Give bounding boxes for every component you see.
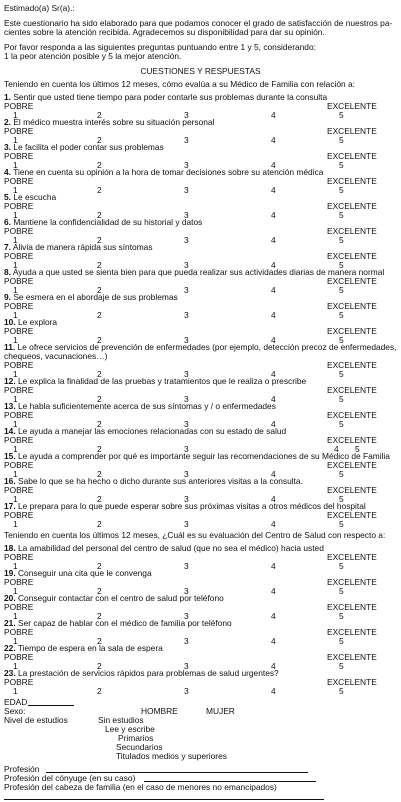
scale-label-high: EXCELENTE bbox=[327, 251, 377, 261]
rating-option-5[interactable]: 5 bbox=[339, 660, 344, 671]
rating-option-5[interactable]: 5 bbox=[339, 635, 344, 646]
question-item bbox=[4, 377, 397, 402]
rating-scale bbox=[4, 687, 397, 695]
rating-option-4[interactable]: 4 bbox=[271, 635, 276, 646]
rating-option-5[interactable]: 5 bbox=[339, 284, 344, 295]
question-item bbox=[4, 619, 397, 644]
scale-label-low: POBRE bbox=[4, 251, 34, 261]
question-line: chequeos, vacunaciones…) bbox=[4, 351, 108, 361]
rating-option-2[interactable]: 2 bbox=[97, 493, 102, 504]
question-item bbox=[4, 293, 397, 318]
scale-label-low: POBRE bbox=[4, 201, 34, 211]
question-item bbox=[4, 644, 397, 669]
rating-option-2[interactable]: 2 bbox=[97, 109, 102, 120]
scale-label-high: EXCELENTE bbox=[327, 485, 377, 495]
intro-line: cientes sobre la atención recibida. Agradecemos su disponibilidad para dar su opinión. bbox=[4, 27, 325, 37]
rating-option-4[interactable]: 4 bbox=[271, 493, 276, 504]
question-item bbox=[4, 402, 397, 427]
rating-option-3[interactable]: 3 bbox=[184, 418, 189, 429]
scale-label-high: EXCELENTE bbox=[327, 301, 377, 311]
rating-option-3[interactable]: 3 bbox=[184, 635, 189, 646]
rating-option-5[interactable]: 5 bbox=[339, 159, 344, 170]
rating-option-1[interactable]: 1 bbox=[13, 635, 18, 646]
rating-option-4[interactable]: 4 bbox=[271, 685, 276, 696]
question-line: Sentir que usted tiene tiempo para poder contarle sus problemas durante la consulta bbox=[13, 92, 328, 102]
rating-option-4[interactable]: 4 bbox=[271, 109, 276, 120]
question-line: Le prepara para lo que puede esperar sobre sus próximas visitas a otros médicos del hospital bbox=[17, 501, 366, 511]
rating-option-1[interactable]: 1 bbox=[13, 309, 18, 320]
section-title: CUESTIONES Y RESPUESTAS bbox=[140, 66, 261, 76]
rating-option-3[interactable]: 3 bbox=[184, 368, 189, 379]
rating-option-1[interactable]: 1 bbox=[13, 334, 18, 345]
question-number: 13. bbox=[4, 401, 16, 411]
question-number: 18. bbox=[4, 543, 16, 553]
scale-label-low: POBRE bbox=[4, 627, 34, 637]
scale-label-high: EXCELENTE bbox=[327, 510, 377, 520]
question-number: 1. bbox=[4, 92, 11, 102]
question-number: 20. bbox=[4, 593, 16, 603]
education-row bbox=[4, 716, 397, 725]
rating-option-5[interactable]: 5 bbox=[339, 259, 344, 270]
rating-option-2[interactable]: 2 bbox=[97, 309, 102, 320]
rating-option-5[interactable]: 5 bbox=[339, 184, 344, 195]
question-line: Mantiene la confidencialidad de su historial y datos bbox=[13, 217, 203, 227]
scale-label-high: EXCELENTE bbox=[327, 360, 377, 370]
question-line: Le facilita el poder contar sus problemas bbox=[13, 142, 164, 152]
rating-option-2[interactable]: 2 bbox=[97, 259, 102, 270]
spouse-profession-label: Profesión del cónyuge (en su caso) bbox=[4, 773, 136, 783]
question-number: 16. bbox=[4, 476, 16, 486]
rating-option-2[interactable]: 2 bbox=[97, 560, 102, 571]
question-item bbox=[4, 477, 397, 502]
question-line: Le ayuda a manejar las emociones relacionadas con su estado de salud bbox=[17, 426, 287, 436]
intro-line: Este cuestionario ha sido elaborado para que podamos conocer el grado de satisfacción de nuestros pa- bbox=[4, 18, 393, 28]
block1-intro: Teniendo en cuenta los últimos 12 meses, cómo evalúa a su Médico de Familia con relación a: bbox=[4, 79, 356, 89]
question-number: 12. bbox=[4, 376, 16, 386]
scale-label-high: EXCELENTE bbox=[327, 577, 377, 587]
question-line: Le habla suficientemente acerca de sus síntomas y / o enfermedades bbox=[17, 401, 276, 411]
rating-option-2[interactable]: 2 bbox=[97, 635, 102, 646]
rating-option-4[interactable]: 4 bbox=[271, 159, 276, 170]
question-item bbox=[4, 318, 397, 343]
scale-label-low: POBRE bbox=[4, 176, 34, 186]
rating-option-3[interactable]: 3 bbox=[184, 284, 189, 295]
rating-option-4[interactable]: 4 bbox=[271, 585, 276, 596]
scale-label-high: EXCELENTE bbox=[327, 276, 377, 286]
rating-option-1[interactable]: 1 bbox=[13, 585, 18, 596]
question-item bbox=[4, 502, 397, 527]
intro-paragraph bbox=[4, 19, 397, 37]
rating-option-3[interactable]: 3 bbox=[184, 234, 189, 245]
sex-option-male[interactable]: HOMBRE bbox=[141, 706, 178, 716]
scale-label-high: EXCELENTE bbox=[327, 151, 377, 161]
rating-option-5[interactable]: 5 bbox=[339, 518, 344, 529]
scale-label-low: POBRE bbox=[4, 151, 34, 161]
question-line: Ser capaz de hablar con el médico de familia por teléfono bbox=[17, 618, 232, 628]
questionnaire-page bbox=[4, 4, 397, 801]
rating-option-5[interactable]: 5 bbox=[339, 393, 344, 404]
rating-option-5[interactable]: 5 bbox=[339, 134, 344, 145]
rating-option-5[interactable]: 5 bbox=[339, 309, 344, 320]
scale-label-high: EXCELENTE bbox=[327, 226, 377, 236]
question-number: 15. bbox=[4, 451, 16, 461]
scale-label-low: POBRE bbox=[4, 652, 34, 662]
scale-label-high: EXCELENTE bbox=[327, 627, 377, 637]
question-number: 4. bbox=[4, 167, 11, 177]
rating-option-2[interactable]: 2 bbox=[97, 134, 102, 145]
question-line: Ayuda a que usted se sienta bien para que pueda realizar sus actividades diarias de manera normal bbox=[12, 267, 385, 277]
question-line: El médico muestra interés sobre su situación personal bbox=[13, 117, 215, 127]
scale-label-low: POBRE bbox=[4, 602, 34, 612]
rating-option-4[interactable]: 4 bbox=[271, 284, 276, 295]
question-number: 14. bbox=[4, 426, 16, 436]
question-number: 3. bbox=[4, 142, 11, 152]
rating-option-4[interactable]: 4 bbox=[271, 468, 276, 479]
rating-option-4[interactable]: 4 bbox=[271, 259, 276, 270]
scale-label-low: POBRE bbox=[4, 360, 34, 370]
rating-option-3[interactable]: 3 bbox=[184, 209, 189, 220]
scale-label-high: EXCELENTE bbox=[327, 460, 377, 470]
scale-label-high: EXCELENTE bbox=[327, 552, 377, 562]
question-number: 7. bbox=[4, 242, 11, 252]
scale-label-low: POBRE bbox=[4, 485, 34, 495]
question-item bbox=[4, 143, 397, 168]
instructions-line: Por favor responda a las siguientes preguntas puntuando entre 1 y 5, considerando: bbox=[4, 42, 316, 52]
rating-option-1[interactable]: 1 bbox=[13, 685, 18, 696]
scale-label-low: POBRE bbox=[4, 301, 34, 311]
rating-option-1[interactable]: 1 bbox=[13, 493, 18, 504]
question-number: 9. bbox=[4, 292, 11, 302]
rating-option-3[interactable]: 3 bbox=[184, 443, 189, 454]
rating-option-4[interactable]: 4 bbox=[271, 368, 276, 379]
rating-option-4[interactable]: 4 bbox=[271, 234, 276, 245]
question-number: 6. bbox=[4, 217, 11, 227]
rating-option-2[interactable]: 2 bbox=[97, 685, 102, 696]
rating-option-5[interactable]: 5 bbox=[339, 610, 344, 621]
rating-option-1[interactable]: 1 bbox=[13, 393, 18, 404]
question-line: La prestación de servicios rápidos para problemas de salud urgentes? bbox=[17, 668, 279, 678]
question-item bbox=[4, 218, 397, 243]
rating-option-3[interactable]: 3 bbox=[184, 393, 189, 404]
scale-label-low: POBRE bbox=[4, 577, 34, 587]
rating-option-3[interactable]: 3 bbox=[184, 259, 189, 270]
scale-label-high: EXCELENTE bbox=[327, 326, 377, 336]
question-item bbox=[4, 427, 397, 452]
education-option[interactable]: Titulados medios y superiores bbox=[116, 751, 227, 761]
rating-option-4[interactable]: 4 bbox=[271, 184, 276, 195]
rating-option-4[interactable]: 4 bbox=[271, 393, 276, 404]
rating-option-2[interactable]: 2 bbox=[97, 184, 102, 195]
rating-option-5[interactable]: 5 bbox=[339, 585, 344, 596]
question-number: 22. bbox=[4, 643, 16, 653]
greeting: Estimado(a) Sr(a).: bbox=[4, 3, 75, 13]
scale-label-high: EXCELENTE bbox=[327, 385, 377, 395]
question-line: Le ayuda a comprender por qué es importante seguir las recomendaciones de su Médico de Familia bbox=[17, 451, 390, 461]
question-item bbox=[4, 93, 397, 118]
scale-label-high: EXCELENTE bbox=[327, 201, 377, 211]
rating-option-1[interactable]: 1 bbox=[13, 660, 18, 671]
question-line: Le explora bbox=[17, 317, 58, 327]
question-list-center bbox=[4, 544, 397, 694]
question-line: Se esmera en el abordaje de sus problemas bbox=[13, 292, 178, 302]
question-line: Alivia de manera rápida sus síntomas bbox=[12, 242, 153, 252]
question-number: 10. bbox=[4, 317, 16, 327]
question-item bbox=[4, 243, 397, 268]
age-label: EDAD bbox=[4, 697, 28, 707]
rating-option-3[interactable]: 3 bbox=[184, 560, 189, 571]
rating-option-3[interactable]: 3 bbox=[184, 685, 189, 696]
block2-intro: Teniendo en cuenta los últimos 12 meses, ¿Cuál es su evaluación del Centro de Salud con respecto a: bbox=[4, 530, 386, 540]
instructions-paragraph bbox=[4, 43, 397, 61]
rating-option-3[interactable]: 3 bbox=[184, 493, 189, 504]
rating-option-4[interactable]: 4 bbox=[271, 334, 276, 345]
rating-option-5[interactable]: 5 bbox=[339, 368, 344, 379]
scale-label-high: EXCELENTE bbox=[327, 101, 377, 111]
sex-option-female[interactable]: MUJER bbox=[206, 706, 235, 716]
rating-option-4[interactable]: 4 bbox=[271, 560, 276, 571]
rating-option-2[interactable]: 2 bbox=[97, 443, 102, 454]
scale-label-low: POBRE bbox=[4, 385, 34, 395]
education-option[interactable]: Lee y escribe bbox=[105, 724, 155, 734]
scale-label-low: POBRE bbox=[4, 510, 34, 520]
rating-option-1[interactable]: 1 bbox=[13, 134, 18, 145]
rating-option-5[interactable]: 5 bbox=[339, 418, 344, 429]
rating-option-2[interactable]: 2 bbox=[97, 610, 102, 621]
rating-option-5[interactable]: 5 bbox=[339, 209, 344, 220]
scale-label-low: POBRE bbox=[4, 460, 34, 470]
scale-label-low: POBRE bbox=[4, 276, 34, 286]
rating-option-3[interactable]: 3 bbox=[184, 184, 189, 195]
scale-label-high: EXCELENTE bbox=[327, 677, 377, 687]
rating-option-5[interactable]: 5 bbox=[355, 443, 360, 454]
rating-option-3[interactable]: 3 bbox=[184, 109, 189, 120]
education-label: Nivel de estudios bbox=[4, 715, 68, 725]
scale-label-low: POBRE bbox=[4, 326, 34, 336]
question-number: 19. bbox=[4, 568, 16, 578]
rating-option-2[interactable]: 2 bbox=[97, 585, 102, 596]
rating-option-2[interactable]: 2 bbox=[97, 209, 102, 220]
scale-label-high: EXCELENTE bbox=[327, 126, 377, 136]
rating-option-4[interactable]: 4 bbox=[271, 610, 276, 621]
question-line: Le escucha bbox=[13, 192, 57, 202]
rating-option-1[interactable]: 1 bbox=[13, 184, 18, 195]
rating-option-3[interactable]: 3 bbox=[184, 660, 189, 671]
rating-option-3[interactable]: 3 bbox=[184, 468, 189, 479]
profession-label: Profesión bbox=[4, 764, 40, 774]
rating-option-2[interactable]: 2 bbox=[97, 660, 102, 671]
rating-option-5[interactable]: 5 bbox=[339, 493, 344, 504]
question-item bbox=[4, 168, 397, 193]
rating-option-1[interactable]: 1 bbox=[13, 468, 18, 479]
scale-label-high: EXCELENTE bbox=[327, 435, 377, 445]
rating-option-5[interactable]: 5 bbox=[339, 109, 344, 120]
question-item bbox=[4, 569, 397, 594]
head-profession-row bbox=[4, 783, 397, 792]
rating-option-1[interactable]: 1 bbox=[13, 209, 18, 220]
rating-option-4[interactable]: 4 bbox=[271, 134, 276, 145]
question-line: Conseguir contactar con el centro de salud por teléfono bbox=[17, 593, 224, 603]
rating-option-1[interactable]: 1 bbox=[13, 518, 18, 529]
rating-option-2[interactable]: 2 bbox=[97, 393, 102, 404]
rating-option-1[interactable]: 1 bbox=[13, 234, 18, 245]
rating-option-2[interactable]: 2 bbox=[97, 518, 102, 529]
education-option[interactable]: Sin estudios bbox=[98, 715, 144, 725]
age-row bbox=[4, 698, 397, 707]
question-line: La amabilidad del personal del centro de salud (que no sea el médico) hacia usted bbox=[17, 543, 324, 553]
rating-option-1[interactable]: 1 bbox=[13, 368, 18, 379]
question-line: Tiene en cuenta su opinión a la hora de tomar decisiones sobre su atención médica bbox=[13, 167, 324, 177]
rating-option-3[interactable]: 3 bbox=[184, 134, 189, 145]
education-option[interactable]: Primarios bbox=[118, 733, 154, 743]
rating-scale bbox=[4, 186, 397, 194]
question-item bbox=[4, 193, 397, 218]
question-number: 23. bbox=[4, 668, 16, 678]
rating-option-3[interactable]: 3 bbox=[184, 610, 189, 621]
rating-option-4[interactable]: 4 bbox=[271, 309, 276, 320]
question-line: Sabe lo que se ha hecho o dicho durante sus anteriores visitas a la consulta. bbox=[17, 476, 303, 486]
rating-scale bbox=[4, 520, 397, 528]
rating-option-1[interactable]: 1 bbox=[13, 560, 18, 571]
rating-option-3[interactable]: 3 bbox=[184, 518, 189, 529]
question-item bbox=[4, 594, 397, 619]
scale-label-high: EXCELENTE bbox=[327, 652, 377, 662]
rating-option-1[interactable]: 1 bbox=[13, 159, 18, 170]
question-line: Tiempo de espera en la sala de espera bbox=[17, 643, 163, 653]
scale-label-low: POBRE bbox=[4, 552, 34, 562]
rating-option-1[interactable]: 1 bbox=[13, 610, 18, 621]
question-number: 11. bbox=[4, 342, 16, 352]
scale-label-low: POBRE bbox=[4, 677, 34, 687]
question-item bbox=[4, 669, 397, 694]
rating-option-5[interactable]: 5 bbox=[339, 234, 344, 245]
scale-label-low: POBRE bbox=[4, 101, 34, 111]
rating-option-3[interactable]: 3 bbox=[184, 334, 189, 345]
scale-label-low: POBRE bbox=[4, 410, 34, 420]
rating-option-3[interactable]: 3 bbox=[184, 585, 189, 596]
scale-label-low: POBRE bbox=[4, 226, 34, 236]
rating-option-3[interactable]: 3 bbox=[184, 159, 189, 170]
question-line: Le explica la finalidad de las pruebas y tratamientos que le realiza o prescribe bbox=[17, 376, 307, 386]
question-item bbox=[4, 343, 397, 377]
question-list-doctor bbox=[4, 93, 397, 527]
rating-option-4[interactable]: 4 bbox=[334, 443, 339, 454]
rating-option-2[interactable]: 2 bbox=[97, 368, 102, 379]
rating-option-2[interactable]: 2 bbox=[97, 418, 102, 429]
education-option[interactable]: Secundarios bbox=[116, 742, 163, 752]
scale-label-low: POBRE bbox=[4, 126, 34, 136]
question-number: 2. bbox=[4, 117, 11, 127]
question-number: 17. bbox=[4, 501, 16, 511]
rating-option-1[interactable]: 1 bbox=[13, 443, 18, 454]
rating-option-4[interactable]: 4 bbox=[271, 518, 276, 529]
sex-label: Sexo: bbox=[4, 706, 26, 716]
rating-option-4[interactable]: 4 bbox=[271, 209, 276, 220]
rating-option-1[interactable]: 1 bbox=[13, 109, 18, 120]
question-line: Conseguir una cita que le convenga bbox=[17, 568, 152, 578]
scale-label-low: POBRE bbox=[4, 435, 34, 445]
rating-scale bbox=[4, 311, 397, 319]
rating-option-3[interactable]: 3 bbox=[184, 309, 189, 320]
rating-option-5[interactable]: 5 bbox=[339, 468, 344, 479]
question-item bbox=[4, 452, 397, 477]
rating-option-5[interactable]: 5 bbox=[339, 560, 344, 571]
rating-option-4[interactable]: 4 bbox=[271, 660, 276, 671]
rating-option-5[interactable]: 5 bbox=[339, 685, 344, 696]
rating-option-2[interactable]: 2 bbox=[97, 234, 102, 245]
rating-option-1[interactable]: 1 bbox=[13, 284, 18, 295]
rating-option-4[interactable]: 4 bbox=[271, 418, 276, 429]
question-number: 21. bbox=[4, 618, 16, 628]
question-item bbox=[4, 544, 397, 569]
question-item bbox=[4, 118, 397, 143]
head-profession-label: Profesión del cabeza de familia (en el caso de menores no emancipados) bbox=[4, 782, 277, 792]
scale-label-high: EXCELENTE bbox=[327, 410, 377, 420]
rating-option-2[interactable]: 2 bbox=[97, 334, 102, 345]
question-number: 5. bbox=[4, 192, 11, 202]
question-item bbox=[4, 268, 397, 293]
rating-option-2[interactable]: 2 bbox=[97, 284, 102, 295]
rating-option-5[interactable]: 5 bbox=[339, 334, 344, 345]
instructions-line: 1 la peor atención posible y 5 la mejor atención. bbox=[4, 51, 182, 61]
rating-option-2[interactable]: 2 bbox=[97, 468, 102, 479]
scale-label-high: EXCELENTE bbox=[327, 602, 377, 612]
question-number: 8. bbox=[4, 267, 11, 277]
scale-label-high: EXCELENTE bbox=[327, 176, 377, 186]
question-line: Le ofrece servicios de prevención de enfermedades (por ejemplo, detección precoz de enfermedades, bbox=[17, 342, 397, 352]
rating-option-2[interactable]: 2 bbox=[97, 159, 102, 170]
rating-option-1[interactable]: 1 bbox=[13, 259, 18, 270]
rating-option-1[interactable]: 1 bbox=[13, 418, 18, 429]
